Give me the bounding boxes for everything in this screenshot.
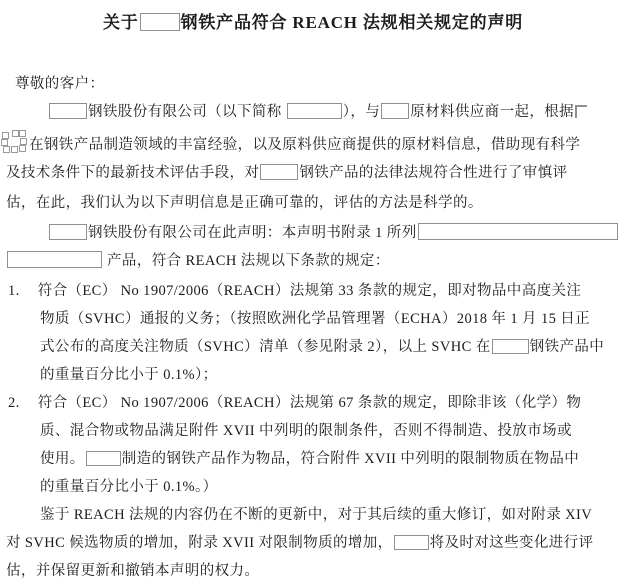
image-selection-handles-icon	[2, 132, 28, 153]
item2-line4	[40, 477, 218, 497]
text-segment: 对 SVHC 候选物质的增加，附录 XVII 对限制物质的增加，	[6, 535, 393, 551]
text-segment: 的重量百分比小于 0.1%）；	[40, 367, 218, 383]
text-segment: 关于	[102, 13, 139, 32]
item1-line1	[8, 281, 581, 301]
text-segment: 的重量百分比小于 0.1%。）	[40, 479, 218, 495]
item1-line3	[40, 337, 604, 357]
paragraph2-line1	[48, 223, 619, 243]
redaction-box	[418, 223, 618, 240]
document-title	[0, 13, 626, 33]
salutation	[15, 74, 104, 94]
paragraph3-line3	[6, 561, 259, 581]
item1-line4	[40, 365, 218, 385]
text-segment: ），与	[342, 104, 381, 120]
text-segment: 2.	[8, 395, 20, 411]
text-segment: 物质（SVHC）通报的义务；（按照欧洲化学品管理署（ECHA）2018 年 1 月 15 日正	[40, 311, 591, 327]
redaction-box	[49, 224, 87, 240]
text-segment: 钢铁产品符合 REACH 法规相关规定的声明	[180, 13, 524, 32]
redaction-box	[86, 451, 121, 466]
text-segment: 使用。	[40, 451, 85, 467]
redaction-box	[260, 164, 298, 180]
paragraph3-line2	[6, 533, 593, 553]
text-segment: 将及时对这些变化进行评	[429, 535, 594, 551]
text-segment: 式公布的高度关注物质（SVHC）清单（参见附录 2），以上 SVHC 在	[40, 339, 491, 355]
item2-line2	[40, 421, 572, 441]
redaction-box	[394, 535, 429, 550]
item2-line1	[8, 393, 581, 413]
text-segment: 及技术条件下的最新技术评估手段，对	[6, 165, 260, 181]
text-segment: 制造的钢铁产品作为物品，符合附件 XVII 中列明的限制物质在物品中	[121, 451, 580, 467]
paragraph1-line1	[48, 102, 588, 122]
redaction-box-partial	[575, 105, 587, 118]
text-segment: 在钢铁产品制造领域的丰富经验，以及原料供应商提供的原材料信息，借助现有科学	[29, 137, 581, 153]
item1-line2	[40, 309, 590, 329]
text-segment: 钢铁股份有限公司在此声明：本声明书附录 1 所列	[88, 225, 417, 241]
paragraph1-line2	[2, 132, 580, 155]
text-segment: 符合（EC） No 1907/2006（REACH）法规第 67 条款的规定，即除非该（化学）物	[37, 395, 582, 411]
paragraph1-line4	[6, 193, 483, 213]
item2-line3	[40, 449, 579, 469]
redaction-box	[381, 103, 409, 119]
text-segment: 质、混合物或物品满足附件 XVII 中列明的限制条件，否则不得制造、投放市场或	[40, 423, 572, 439]
text-segment: 钢铁股份有限公司（以下简称	[88, 104, 286, 120]
text-segment: 1.	[8, 283, 20, 299]
text-segment: 估，并保留更新和撤销本声明的权力。	[6, 563, 260, 579]
text-segment: 钢铁产品的法律法规符合性进行了审慎评	[299, 165, 568, 181]
text-segment: 符合（EC） No 1907/2006（REACH）法规第 33 条款的规定，即对物品中高度关注	[37, 283, 582, 299]
text-segment: 尊敬的客户：	[15, 76, 105, 92]
redaction-box	[140, 13, 180, 31]
text-segment: 原材料供应商一起，根据	[410, 104, 575, 120]
redaction-box	[49, 103, 87, 119]
text-segment: 估，在此，我们认为以下声明信息是正确可靠的，评估的方法是科学的。	[6, 195, 483, 211]
paragraph1-line3	[6, 163, 568, 183]
text-segment: 钢铁产品中	[529, 339, 605, 355]
redaction-box	[7, 251, 102, 268]
paragraph2-line2	[6, 251, 390, 271]
text-segment: 鉴于 REACH 法规的内容仍在不断的更新中，对于其后续的重大修订，如对附录 XIV	[40, 507, 593, 523]
paragraph3-line1	[40, 505, 592, 525]
text-segment: 产品，符合 REACH 法规以下条款的规定：	[103, 253, 390, 269]
redaction-box	[492, 339, 529, 354]
redaction-box	[287, 103, 342, 119]
